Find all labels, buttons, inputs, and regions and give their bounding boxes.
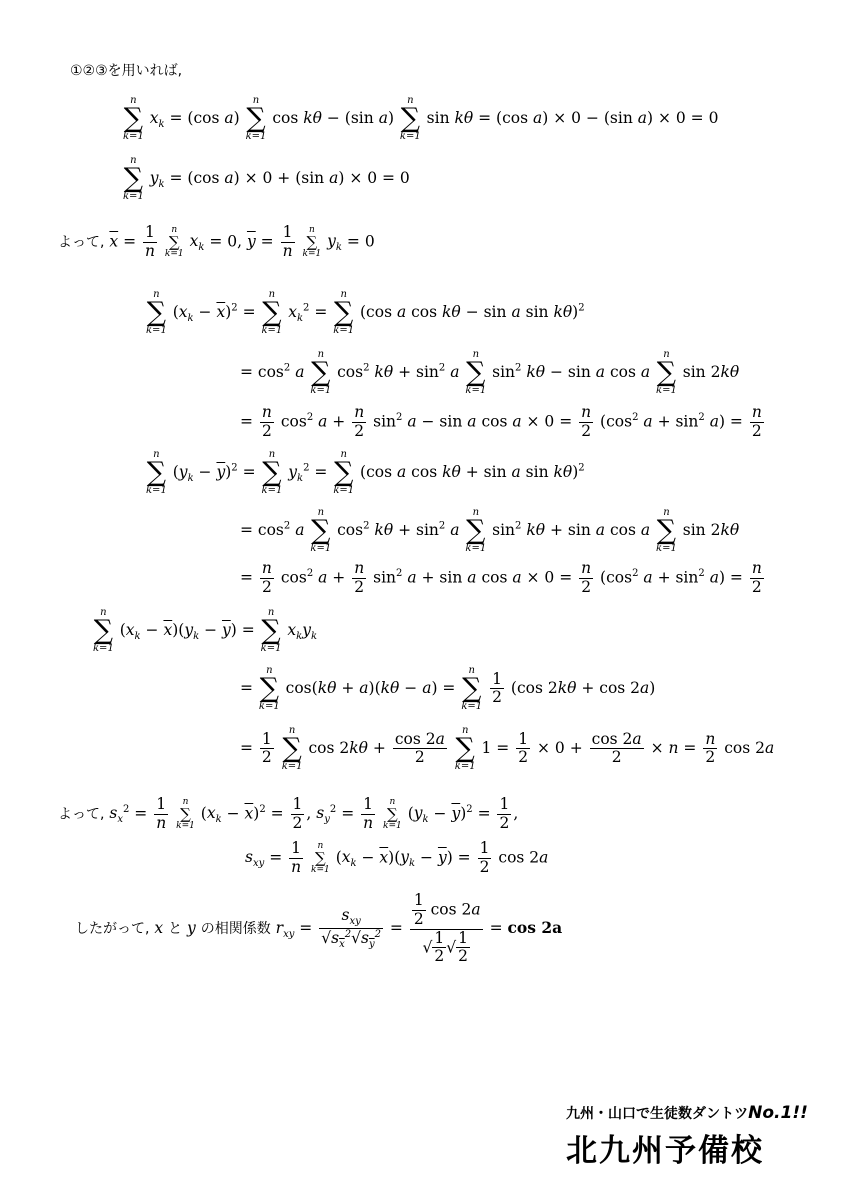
logo-rank: No.1!! — [748, 1103, 808, 1123]
equation-var-x-1: n ∑ k=1 $(x_k - \overline{x})^2$ = n ∑ k=1 $x_k^2$ = n ∑ k=1 (cos a cos kθ − sin a sin kθ)$^2$ — [146, 289, 585, 336]
equation-var-y-1: n ∑ k=1 $(y_k - \overline{y})^2$ = n ∑ k=1 $y_k^2$ = n ∑ k=1 (cos a cos kθ + sin a sin kθ)$^2$ — [146, 449, 585, 496]
corr-coef-label: の相関係数 — [200, 921, 271, 938]
equation-var-y-3: = $\frac{n}{2}$ $\cos^2 a$ + $\frac{n}{2}$ $\sin^2 a + \sin a$ cos a × 0 = $\frac{n}{2}$ ($\cos^2$ $a + \sin^2 a$) = $\frac{n}{2}$ — [240, 559, 762, 596]
yotte-label-2: よって, — [58, 806, 105, 823]
equation-means: よって, $\overline{x}$ = $\frac{1}{n}$ n ∑ k=1 $x_k = 0$, $\overline{y}$ = $\frac{1}{n}$ n ∑ k=1 $y_k = 0$ — [58, 223, 375, 260]
logo-tagline-text: 九州・山口で生徒数ダントツ — [566, 1106, 749, 1122]
equation-var-y-2: = $\cos^2 a$ n ∑ k=1 $\cos^2 k\theta + \sin^2 a$ n ∑ k=1 $\sin^2 k\theta + \sin a$ cos a n ∑ k=1 sin 2kθ — [240, 507, 740, 554]
intro-text: ①②③を用いれば, — [70, 63, 183, 79]
equation-sum-y: n ∑ k=1 $y_k = (\cos$ a) × 0 + (sin a) × 0 = 0 — [123, 155, 410, 202]
equation-cov-2: = n ∑ k=1 cos(kθ + a)(kθ − a) = n ∑ k=1 $\frac{1}{2}$ (cos 2kθ + cos 2a) — [240, 665, 656, 712]
equation-sxy: $s_{xy}$ = $\frac{1}{n}$ n ∑ k=1 $(x_k - \overline{x})(y_k - \overline{y})$ = $\frac{1}{2}$ cos 2a — [245, 839, 549, 876]
logo-name: 北九州予備校 — [566, 1133, 764, 1169]
to-label: と — [168, 921, 183, 938]
equation-sx-sy: よって, $s_x^2$ = $\frac{1}{n}$ n ∑ k=1 $(x_k - \overline{x})^2$ = $\frac{1}{2}$ , $s_y^2$ = $\frac{1}{n}$ n ∑ k=1 $(y_k - \overline{y})^2$ = $\frac{1}{2}$ , — [58, 795, 519, 832]
yotte-label-1: よって, — [58, 234, 105, 251]
equation-var-x-3: = $\frac{n}{2}$ $\cos^2 a$ + $\frac{n}{2}$ $\sin^2 a - \sin a$ cos a × 0 = $\frac{n}{2}$ ($\cos^2$ $a + \sin^2 a$) = $\frac{n}{2}$ — [240, 403, 762, 440]
equation-cov-3: = $\frac{1}{2}$ n ∑ k=1 cos 2kθ + $\frac{\cos 2a}{2}$ n ∑ k=1 1 = $\frac{1}{2}$ × 0 + $\frac{\cos 2a}{2}$ × n = $\frac{n}{2}$ cos 2a — [240, 725, 775, 772]
logo-tagline — [566, 1103, 808, 1123]
shitagatte-label: したがって, — [75, 921, 150, 938]
result-value: cos 2a — [507, 918, 563, 938]
equation-correlation: したがって, x と y の相関係数 $r_{xy}$ = $s_{xy}$ $√s_x^2√s_y^2$ = $\frac{1}{2}$ cos 2a √ $\frac{1}{2}$ √ $\frac{1}{2}$ = cos 2a — [75, 891, 563, 966]
equation-var-x-2: = $\cos^2 a$ n ∑ k=1 $\cos^2 k\theta + \sin^2 a$ n ∑ k=1 $\sin^2 k\theta - \sin a$ cos a n ∑ k=1 sin 2kθ — [240, 349, 740, 396]
equation-sum-x: n ∑ k=1 $x_k = (\cos$ a) n ∑ k=1 cos kθ − (sin a) n ∑ k=1 sin kθ = (cos a) × 0 − (sin a) × 0 = 0 — [123, 95, 719, 142]
equation-cov-1: n ∑ k=1 $(x_k - \overline{x})(y_k - \overline{y})$ = n ∑ k=1 $x_ky_k$ — [93, 607, 318, 654]
